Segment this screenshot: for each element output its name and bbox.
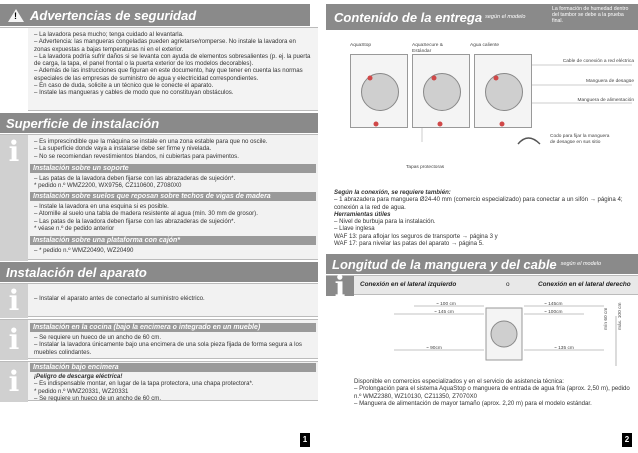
label-elbow: Codo para fijar la manguera de desagüe en sus sitio (550, 134, 610, 145)
safety-panel (0, 27, 318, 111)
connection-block (334, 189, 636, 247)
install-sub-under: Instalación bajo encimera (30, 363, 316, 372)
right-page (326, 0, 638, 453)
surface-sub-item: – Las patas de la lavadora deben fijarse con las abrazaderas de sujeción*. (34, 217, 236, 225)
label-aquasecure: AquaSecure & Estándar (412, 43, 443, 54)
or-label: o (506, 281, 510, 288)
hose-text (354, 378, 636, 407)
info-icon: i (334, 270, 346, 303)
surface-sub-support: Instalación sobre un soporte (30, 164, 316, 173)
install-sub-item: – Instalar la lavadora únicamente bajo una encimera de una sola pieza fijada de forma segura a los muebles colindantes. (34, 341, 302, 356)
hose-diagram (354, 296, 638, 376)
surface-sub-item: * pedido n.º WMZ2200, WX9756, CZ110600, Z7080X0 (34, 182, 182, 190)
right-connection-label: Conexión en el lateral derecho (538, 281, 631, 288)
dim-max-100: máx. 100 cm (618, 302, 623, 330)
install-sub-item: – Se requiere un hueco de un ancho de 60 cm. (34, 394, 162, 402)
safety-item: – Advertencia: las mangueras congeladas pueden agrietarse/romperse. No instale la lavadora en zonas expuestas a bajas temperaturas ni en el exterior. (34, 38, 296, 53)
install-sub-item: * pedido n.º WMZ20331, WZ20331 (34, 387, 129, 395)
dim-145-right: ~ 145cm (544, 302, 563, 307)
connection-item: – 1 abrazadera para manguera Ø24-40 mm (comercio especializado) para conectar a un sifón → página 4; conexión a la red de agua. (334, 196, 623, 211)
surface-sub-item: – Las patas de la lavadora deben fijarse con las abrazaderas de sujeción*. (34, 175, 236, 182)
delivery-suffix: según el modelo (485, 14, 526, 20)
connection-item: WAF 13: para aflojar los seguros de transporte → página 3 y (334, 232, 498, 240)
install-danger: ¡Peligro de descarga eléctrica! (34, 373, 123, 380)
dim-145-left: ~ 145 cm (434, 310, 454, 315)
label-protective-caps: Tapas protectoras (406, 165, 445, 170)
surface-sub-platform-text (34, 247, 312, 254)
warning-icon: ! (8, 9, 24, 22)
surface-header (0, 113, 318, 133)
label-drain-hose: Manguera de desagüe (585, 79, 634, 84)
surface-sub-item: – Instale la lavadora en una esquina si es posible. (34, 203, 169, 210)
dim-min-60: mín 60 cm (604, 307, 609, 330)
page-number: 2 (622, 433, 632, 447)
dim-90: ~ 90cm (426, 346, 442, 351)
hose-lines (354, 296, 638, 376)
dim-100-left: ~ 100 cm (436, 302, 456, 307)
install-under-panel (0, 361, 318, 401)
delivery-note: La formación de humedad dentro del tambor se debe a la prueba final. (552, 6, 629, 24)
label-hot-water: Agua caliente (470, 43, 500, 48)
hose-title: Longitud de la manguera y del cable (332, 256, 557, 272)
info-icon: i (8, 365, 20, 398)
page-number: 1 (300, 433, 310, 447)
surface-panel (0, 134, 318, 260)
surface-text (34, 138, 312, 160)
delivery-leader-lines (340, 34, 636, 184)
surface-sub-support-text (34, 175, 312, 190)
safety-text (34, 31, 312, 97)
surface-item: – Es imprescindible que la máquina se instale en una zona estable para que no oscile. (34, 138, 268, 145)
hose-item: – Manguera de alimentación de mayor tamaño (aprox. 2,20 m) para el modelo estándar. (354, 399, 592, 407)
install-title: Instalación del aparato (6, 264, 147, 280)
safety-item: – Además de las instrucciones que figuran en este documento, hay que tener en cuenta las normas especiales de las empresas de suministro de agua y electricidad correspondientes. (34, 67, 303, 82)
install-kitchen-panel (0, 319, 318, 359)
dim-135: ~ 135 cm (554, 346, 574, 351)
label-aquastop: AquaStop (350, 43, 372, 48)
surface-sub-wood: Instalación sobre suelos que reposan sobre techos de vigas de madera (30, 192, 316, 201)
safety-header (0, 4, 310, 26)
safety-item: – La lavadora pesa mucho; tenga cuidado al levantarla. (34, 31, 184, 38)
hose-item: – Prolongación para el sistema AquaStop o manguera de entrada de agua fría (aprox. 2,50 m), pedido n.º WMZ2380, WZ10130, CZ11350, Z7070X0 (354, 385, 630, 400)
hose-header (326, 254, 638, 274)
surface-item: – La superficie donde vaya a instalarse debe ser firme y nivelada. (34, 145, 212, 153)
info-icon: i (8, 284, 20, 317)
label-power-cable: Cable de conexión a red eléctrica (562, 59, 634, 64)
safety-item: – Instale las mangueras y cables de modo que no constituyan obstáculos. (34, 89, 234, 97)
connection-item: WAF 17: para nivelar las patas del aparato → página 5. (334, 240, 484, 248)
install-panel (0, 283, 318, 317)
install-header (0, 262, 318, 282)
install-sub-item: – Se requiere un hueco de un ancho de 60 cm. (34, 334, 162, 341)
surface-sub-item: – Atornille al suelo una tabla de madera resistente al agua (mín. 30 mm de grosor). (34, 210, 258, 218)
left-connection-label: Conexión en el lateral izquierdo (360, 281, 457, 288)
dim-100-right: ~ 100cm (544, 310, 563, 315)
connection-title: Según la conexión, se requiere también: (334, 189, 451, 196)
surface-sub-wood-text (34, 203, 312, 232)
delivery-header (326, 4, 638, 30)
hose-sides (326, 270, 638, 303)
safety-title: Advertencias de seguridad (30, 7, 197, 23)
left-page (0, 0, 318, 453)
connection-item: – Nivel de burbuja para la instalación. (334, 218, 436, 226)
label-supply-hose: Manguera de alimentación (577, 98, 634, 103)
install-p1: – Instalar el aparato antes de conectarlo al suministro eléctrico. (34, 295, 205, 302)
hose-item: Disponible en comercios especializados y en el servicio de asistencia técnica: (354, 378, 565, 385)
safety-item: – La lavadora podría sufrir daños si se levanta con ayuda de elementos sobresalientes (p. ej. la puerta de carga, la tapa, el panel frontal o la puerta exterior de los modelos decorables). (34, 52, 311, 68)
delivery-diagram (340, 34, 636, 184)
delivery-title: Contenido de la entrega (334, 9, 483, 25)
info-icon: i (8, 323, 20, 356)
surface-sub-platform: Instalación sobre una plataforma con cajón* (30, 236, 316, 245)
surface-title: Superficie de instalación (6, 115, 160, 131)
info-icon: i (8, 135, 20, 168)
install-sub-kitchen: Instalación en la cocina (bajo la encimera o integrado en un mueble) (30, 323, 316, 332)
safety-item: – En caso de duda, solicite a un técnico que le conecte el aparato. (34, 82, 214, 90)
install-sub-item: – Es indispensable montar, en lugar de la tapa protectora, una chapa protectora*. (34, 380, 254, 388)
install-sub-under-text (34, 373, 312, 402)
connection-item: – Llave inglesa (334, 225, 375, 233)
safety-side (0, 28, 28, 112)
tools-title: Herramientas útiles (334, 210, 391, 218)
surface-sub-item: – * pedido n.º WMZ20490, WZ20490 (34, 247, 134, 254)
surface-item: – No se recomiendan revestimientos blandos, ni cubiertas para pavimentos. (34, 152, 239, 160)
hose-suffix: según el modelo (560, 261, 602, 267)
surface-sub-item: * véase n.º de pedido anterior (34, 224, 115, 232)
install-sub-kitchen-text (34, 334, 312, 356)
